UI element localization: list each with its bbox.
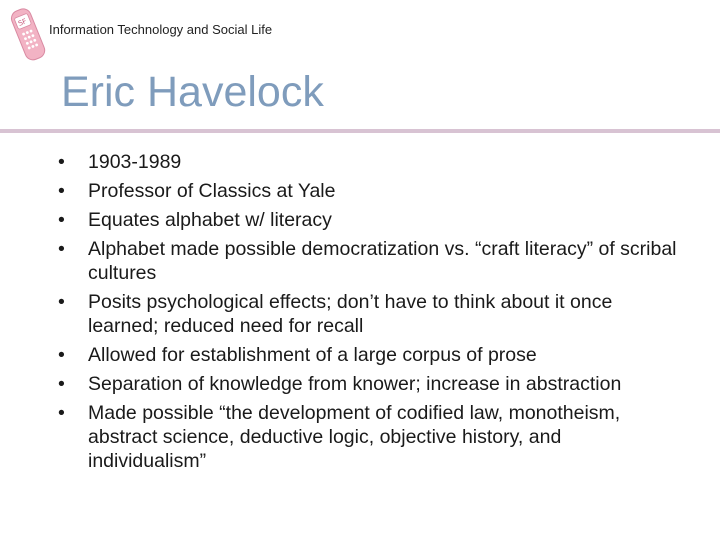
- bullet-list: [58, 150, 678, 478]
- bullet-symbol: •: [58, 180, 65, 202]
- bullet-item: [58, 150, 678, 174]
- mobile-phone-icon: [6, 2, 52, 66]
- bullet-text: Made possible “the development of codified law, monotheism, abstract science, deductive logic, objective history, and individualism”: [88, 402, 621, 472]
- bullet-text: Allowed for establishment of a large corpus of prose: [88, 344, 537, 366]
- bullet-text: 1903-1989: [88, 151, 182, 173]
- bullet-symbol: •: [58, 291, 65, 313]
- bullet-symbol: •: [58, 209, 65, 231]
- course-title: Information Technology and Social Life: [49, 22, 273, 37]
- bullet-text: Posits psychological effects; don’t have to think about it once learned; reduced need for recall: [88, 291, 613, 337]
- bullet-item: [58, 343, 678, 367]
- bullet-text: Alphabet made possible democratization vs. “craft literacy” of scribal cultures: [88, 238, 677, 284]
- bullet-symbol: •: [58, 238, 65, 260]
- bullet-symbol: •: [58, 344, 65, 366]
- slide-title: Eric Havelock: [61, 68, 324, 116]
- bullet-symbol: •: [58, 151, 65, 173]
- bullet-item: [58, 237, 678, 285]
- bullet-item: [58, 179, 678, 203]
- bullet-text: Equates alphabet w/ literacy: [88, 209, 332, 231]
- bullet-symbol: •: [58, 373, 65, 395]
- bullet-text: Professor of Classics at Yale: [88, 180, 336, 202]
- bullet-symbol: •: [58, 402, 65, 424]
- svg-text:SF: SF: [17, 17, 28, 28]
- bullet-text: Separation of knowledge from knower; increase in abstraction: [88, 373, 622, 395]
- bullet-item: [58, 372, 678, 396]
- bullet-item: [58, 290, 678, 338]
- title-divider: [0, 129, 720, 133]
- bullet-item: [58, 401, 678, 473]
- bullet-item: [58, 208, 678, 232]
